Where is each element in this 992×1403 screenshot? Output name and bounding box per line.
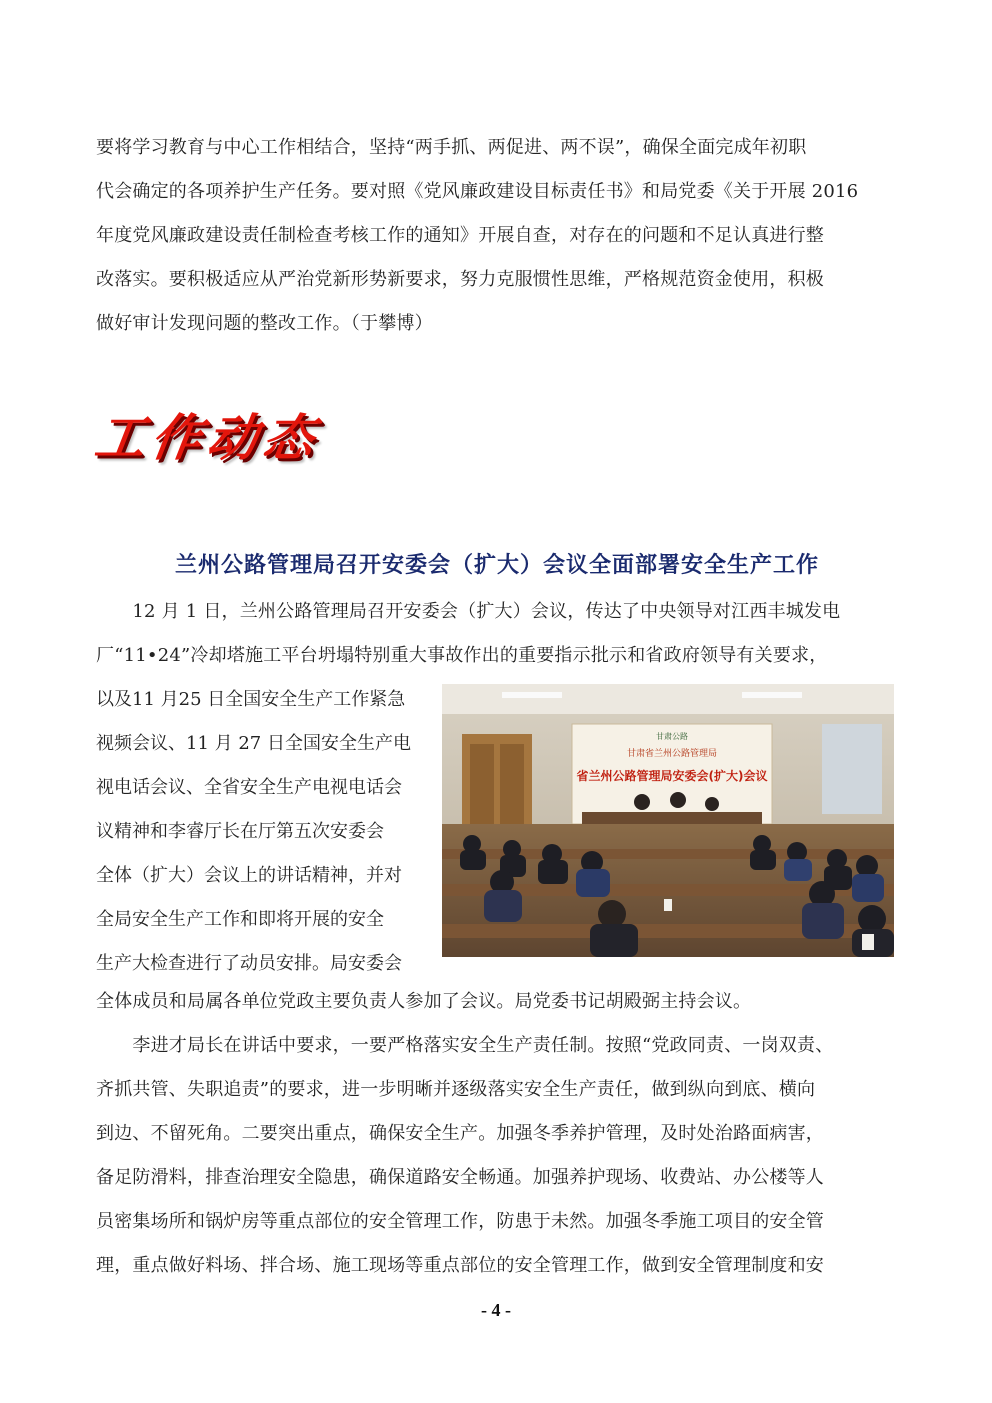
text-line: 改落实。要积极适应从严治党新形势新要求，努力克服惯性思维，严格规范资金使用，积极 bbox=[96, 269, 824, 290]
text-line: 做好审计发现问题的整改工作。（于攀博） bbox=[96, 313, 433, 334]
text-line: 12 月 1 日，兰州公路管理局召开安委会（扩大）会议，传达了中央领导对江西丰城发电 bbox=[96, 601, 841, 622]
text-line: 全体成员和局属各单位党政主要负责人参加了会议。局党委书记胡殿弼主持会议。 bbox=[96, 991, 752, 1012]
text-line: 全局安全生产工作和即将开展的安全 bbox=[96, 909, 384, 930]
photo-banner-small: 甘肃省兰州公路管理局 bbox=[626, 749, 718, 759]
text-line: 代会确定的各项养护生产任务。要对照《党风廉政建设目标责任书》和局党委《关于开展 2016 bbox=[96, 181, 859, 202]
article-headline: 兰州公路管理局召开安委会（扩大）会议全面部署安全生产工作 bbox=[174, 553, 819, 578]
photo-top-sign: 甘肃公路 bbox=[656, 732, 688, 741]
text-line: 齐抓共管、失职追责”的要求，进一步明晰并逐级落实安全生产责任，做到纵向到底、横向 bbox=[96, 1079, 816, 1100]
meeting-photo bbox=[442, 684, 894, 957]
text-line: 议精神和李睿厅长在厅第五次安委会 bbox=[96, 821, 384, 842]
text-line: 理，重点做好料场、拌合场、施工现场等重点部位的安全管理工作，做到安全管理制度和安 bbox=[96, 1255, 824, 1276]
text-line: 视频会议、11 月 27 日全国安全生产电 bbox=[96, 733, 411, 754]
text-line: 视电话会议、全省安全生产电视电话会 bbox=[96, 777, 402, 798]
text-line: 以及11 月25 日全国安全生产工作紧急 bbox=[96, 689, 406, 710]
page-number: - 4 - bbox=[481, 1300, 511, 1320]
text-line: 员密集场所和锅炉房等重点部位的安全管理工作，防患于未然。加强冬季施工项目的安全管 bbox=[96, 1211, 824, 1232]
section-title: 工作动态 bbox=[91, 409, 324, 467]
text-line: 到边、不留死角。二要突出重点，确保安全生产。加强冬季养护管理，及时处治路面病害， bbox=[96, 1123, 824, 1144]
text-line: 全体（扩大）会议上的讲话精神，并对 bbox=[96, 865, 402, 886]
text-line: 备足防滑料，排查治理安全隐患，确保道路安全畅通。加强养护现场、收费站、办公楼等人 bbox=[96, 1167, 824, 1188]
text-line: 厂“11•24”冷却塔施工平台坍塌特别重大事故作出的重要指示批示和省政府领导有关要求， bbox=[96, 645, 828, 666]
text-line: 要将学习教育与中心工作相结合，坚持“两手抓、两促进、两不误”，确保全面完成年初职 bbox=[96, 137, 807, 158]
section-banner bbox=[91, 398, 396, 467]
text-line: 年度党风廉政建设责任制检查考核工作的通知》开展自查，对存在的问题和不足认真进行整 bbox=[96, 225, 824, 246]
text-line: 李进才局长在讲话中要求，一要严格落实安全生产责任制。按照“党政同责、一岗双责、 bbox=[96, 1035, 834, 1056]
text-line: 生产大检查进行了动员安排。局安委会 bbox=[96, 953, 402, 974]
photo-banner-main: 省兰州公路管理局安委会(扩大)会议 bbox=[576, 769, 768, 783]
